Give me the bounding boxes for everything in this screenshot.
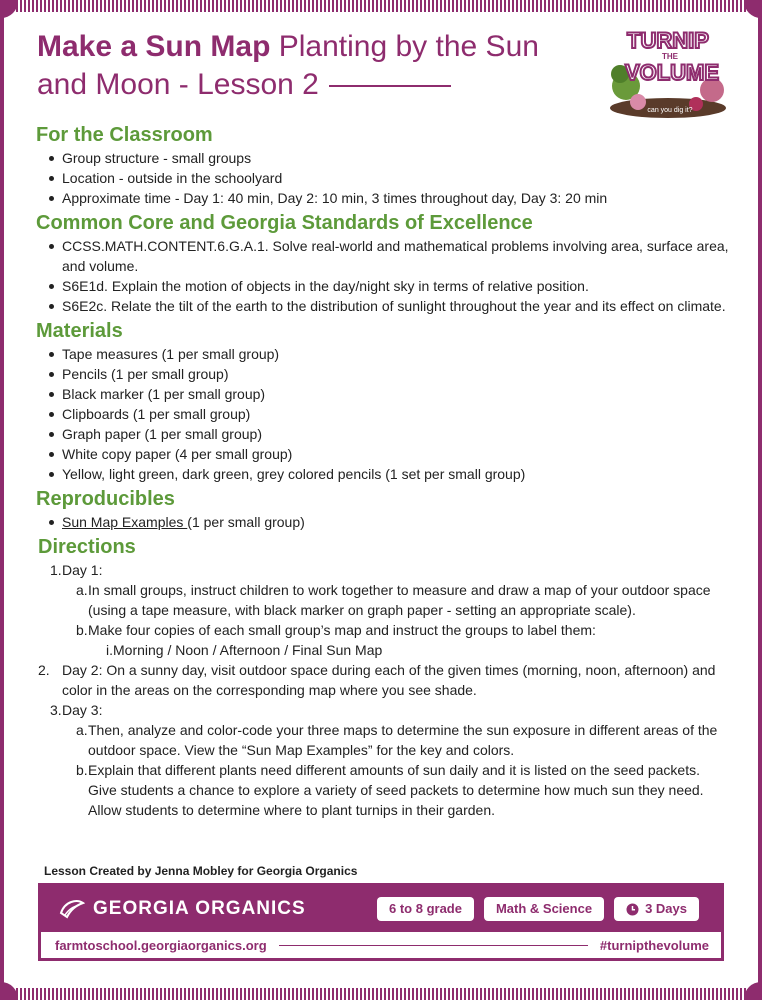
footer-links	[41, 932, 721, 958]
step-label: Day 1:	[62, 562, 103, 578]
directions-list	[38, 560, 732, 820]
sub-step-text: Then, analyze and color-code your three maps to determine the sun exposure in different areas of the outdoor space. View the “Sun Map Examples” for the key and colors.	[88, 722, 718, 758]
sub-steps	[76, 720, 732, 820]
sub-sub-step-marker: i.	[106, 642, 113, 658]
page-title	[37, 28, 597, 104]
duration-text: 3 Days	[645, 901, 687, 916]
sub-step	[76, 580, 732, 620]
logo-word-2: THE	[662, 52, 678, 61]
sub-sub-step	[106, 640, 732, 660]
direction-step	[38, 660, 732, 700]
sun-map-examples-link[interactable]: Sun Map Examples	[62, 514, 188, 530]
logo-word-1: TURNIP	[627, 28, 709, 53]
section-heading-classroom: For the Classroom	[36, 124, 213, 146]
list-item: Pencils (1 per small group)	[46, 364, 732, 384]
list-item	[46, 512, 732, 532]
list-item: CCSS.MATH.CONTENT.6.G.A.1. Solve real-world and mathematical problems involving area, surface area, and volume.	[46, 236, 732, 276]
sub-sub-step-text: Morning / Noon / Afternoon / Final Sun Map	[113, 642, 383, 658]
step-number: 1.	[50, 562, 62, 578]
corner-ornament	[0, 0, 18, 18]
sub-step-marker: a.	[76, 722, 88, 738]
logo-tagline: can you dig it?	[647, 107, 693, 114]
sub-steps	[76, 580, 732, 660]
right-border	[758, 12, 762, 988]
bottom-border	[0, 988, 762, 1000]
website-link[interactable]: farmtoschool.georgiaorganics.org	[55, 937, 267, 953]
section-heading-materials: Materials	[36, 320, 123, 342]
sub-step	[76, 620, 732, 640]
corner-ornament	[744, 982, 762, 1000]
section-heading-reproducibles: Reproducibles	[36, 488, 175, 510]
georgia-organics-leaf-icon	[59, 899, 85, 919]
standards-list	[46, 236, 732, 316]
step-text: Day 2: On a sunny day, visit outdoor space during each of the given times (morning, noon, afternoon) and color in the areas on the corresponding map where you see shade.	[62, 662, 716, 698]
sub-step-text: Explain that different plants need different amounts of sun daily and it is listed on the seed packets. Give students a chance to explore a variety of seed packets to determine how much sun they need. Allow students to determine where to plant turnips in their garden.	[88, 762, 704, 818]
direction-step	[50, 560, 732, 660]
footer-divider	[279, 945, 588, 946]
sub-step-marker: a.	[76, 582, 88, 598]
list-item: Tape measures (1 per small group)	[46, 344, 732, 364]
sub-step	[76, 760, 732, 820]
reproducibles-list	[46, 512, 732, 532]
list-item: Group structure - small groups	[46, 148, 732, 168]
step-label: Day 3:	[62, 702, 103, 718]
sub-step-marker: b.	[76, 762, 88, 778]
direction-step	[50, 700, 732, 820]
left-border	[0, 12, 4, 988]
lesson-content	[36, 120, 732, 820]
list-item: Graph paper (1 per small group)	[46, 424, 732, 444]
top-border	[0, 0, 762, 12]
step-number: 3.	[50, 702, 62, 718]
title-subtitle: Planting by the Sun and Moon - Lesson 2	[37, 30, 539, 101]
subject-badge: Math & Science	[484, 897, 604, 921]
duration-badge	[614, 897, 699, 921]
georgia-organics-brand	[59, 898, 377, 920]
sub-step	[76, 720, 732, 760]
list-item: S6E1d. Explain the motion of objects in the day/night sky in terms of relative position.	[46, 276, 732, 296]
corner-ornament	[744, 0, 762, 18]
list-item: S6E2c. Relate the tilt of the earth to the distribution of sunlight throughout the year and its effect on climate.	[46, 296, 732, 316]
list-item: Black marker (1 per small group)	[46, 384, 732, 404]
logo-word-3: VOLUME	[624, 60, 720, 85]
section-heading-standards: Common Core and Georgia Standards of Excellence	[36, 212, 533, 234]
hashtag: #turnipthevolume	[599, 937, 709, 953]
corner-ornament	[0, 982, 18, 1000]
grade-badge: 6 to 8 grade	[377, 897, 474, 921]
footer-band	[41, 886, 721, 932]
list-item: White copy paper (4 per small group)	[46, 444, 732, 464]
title-main: Make a Sun Map	[37, 30, 271, 63]
footer	[38, 883, 724, 961]
sub-step-text: In small groups, instruct children to work together to measure and draw a map of your outdoor space (using a tape measure, with black marker on graph paper - setting an appropriate scale).	[88, 582, 711, 618]
list-item: Location - outside in the schoolyard	[46, 168, 732, 188]
sub-step-marker: b.	[76, 622, 88, 638]
lesson-credit: Lesson Created by Jenna Mobley for Georgia Organics	[44, 864, 358, 878]
sub-step-text: Make four copies of each small group’s map and instruct the groups to label them:	[88, 622, 596, 638]
title-rule	[329, 85, 451, 87]
classroom-list	[46, 148, 732, 208]
list-item: Clipboards (1 per small group)	[46, 404, 732, 424]
turnip-the-volume-logo	[604, 24, 732, 120]
brand-name: GEORGIA ORGANICS	[93, 898, 306, 919]
list-item: Approximate time - Day 1: 40 min, Day 2: 10 min, 3 times throughout day, Day 3: 20 min	[46, 188, 732, 208]
materials-list	[46, 344, 732, 484]
list-item: Yellow, light green, dark green, grey colored pencils (1 set per small group)	[46, 464, 732, 484]
reproducible-quantity: (1 per small group)	[187, 514, 305, 530]
clock-icon	[626, 903, 639, 916]
step-number: 2.	[38, 662, 50, 678]
section-heading-directions: Directions	[38, 536, 136, 558]
